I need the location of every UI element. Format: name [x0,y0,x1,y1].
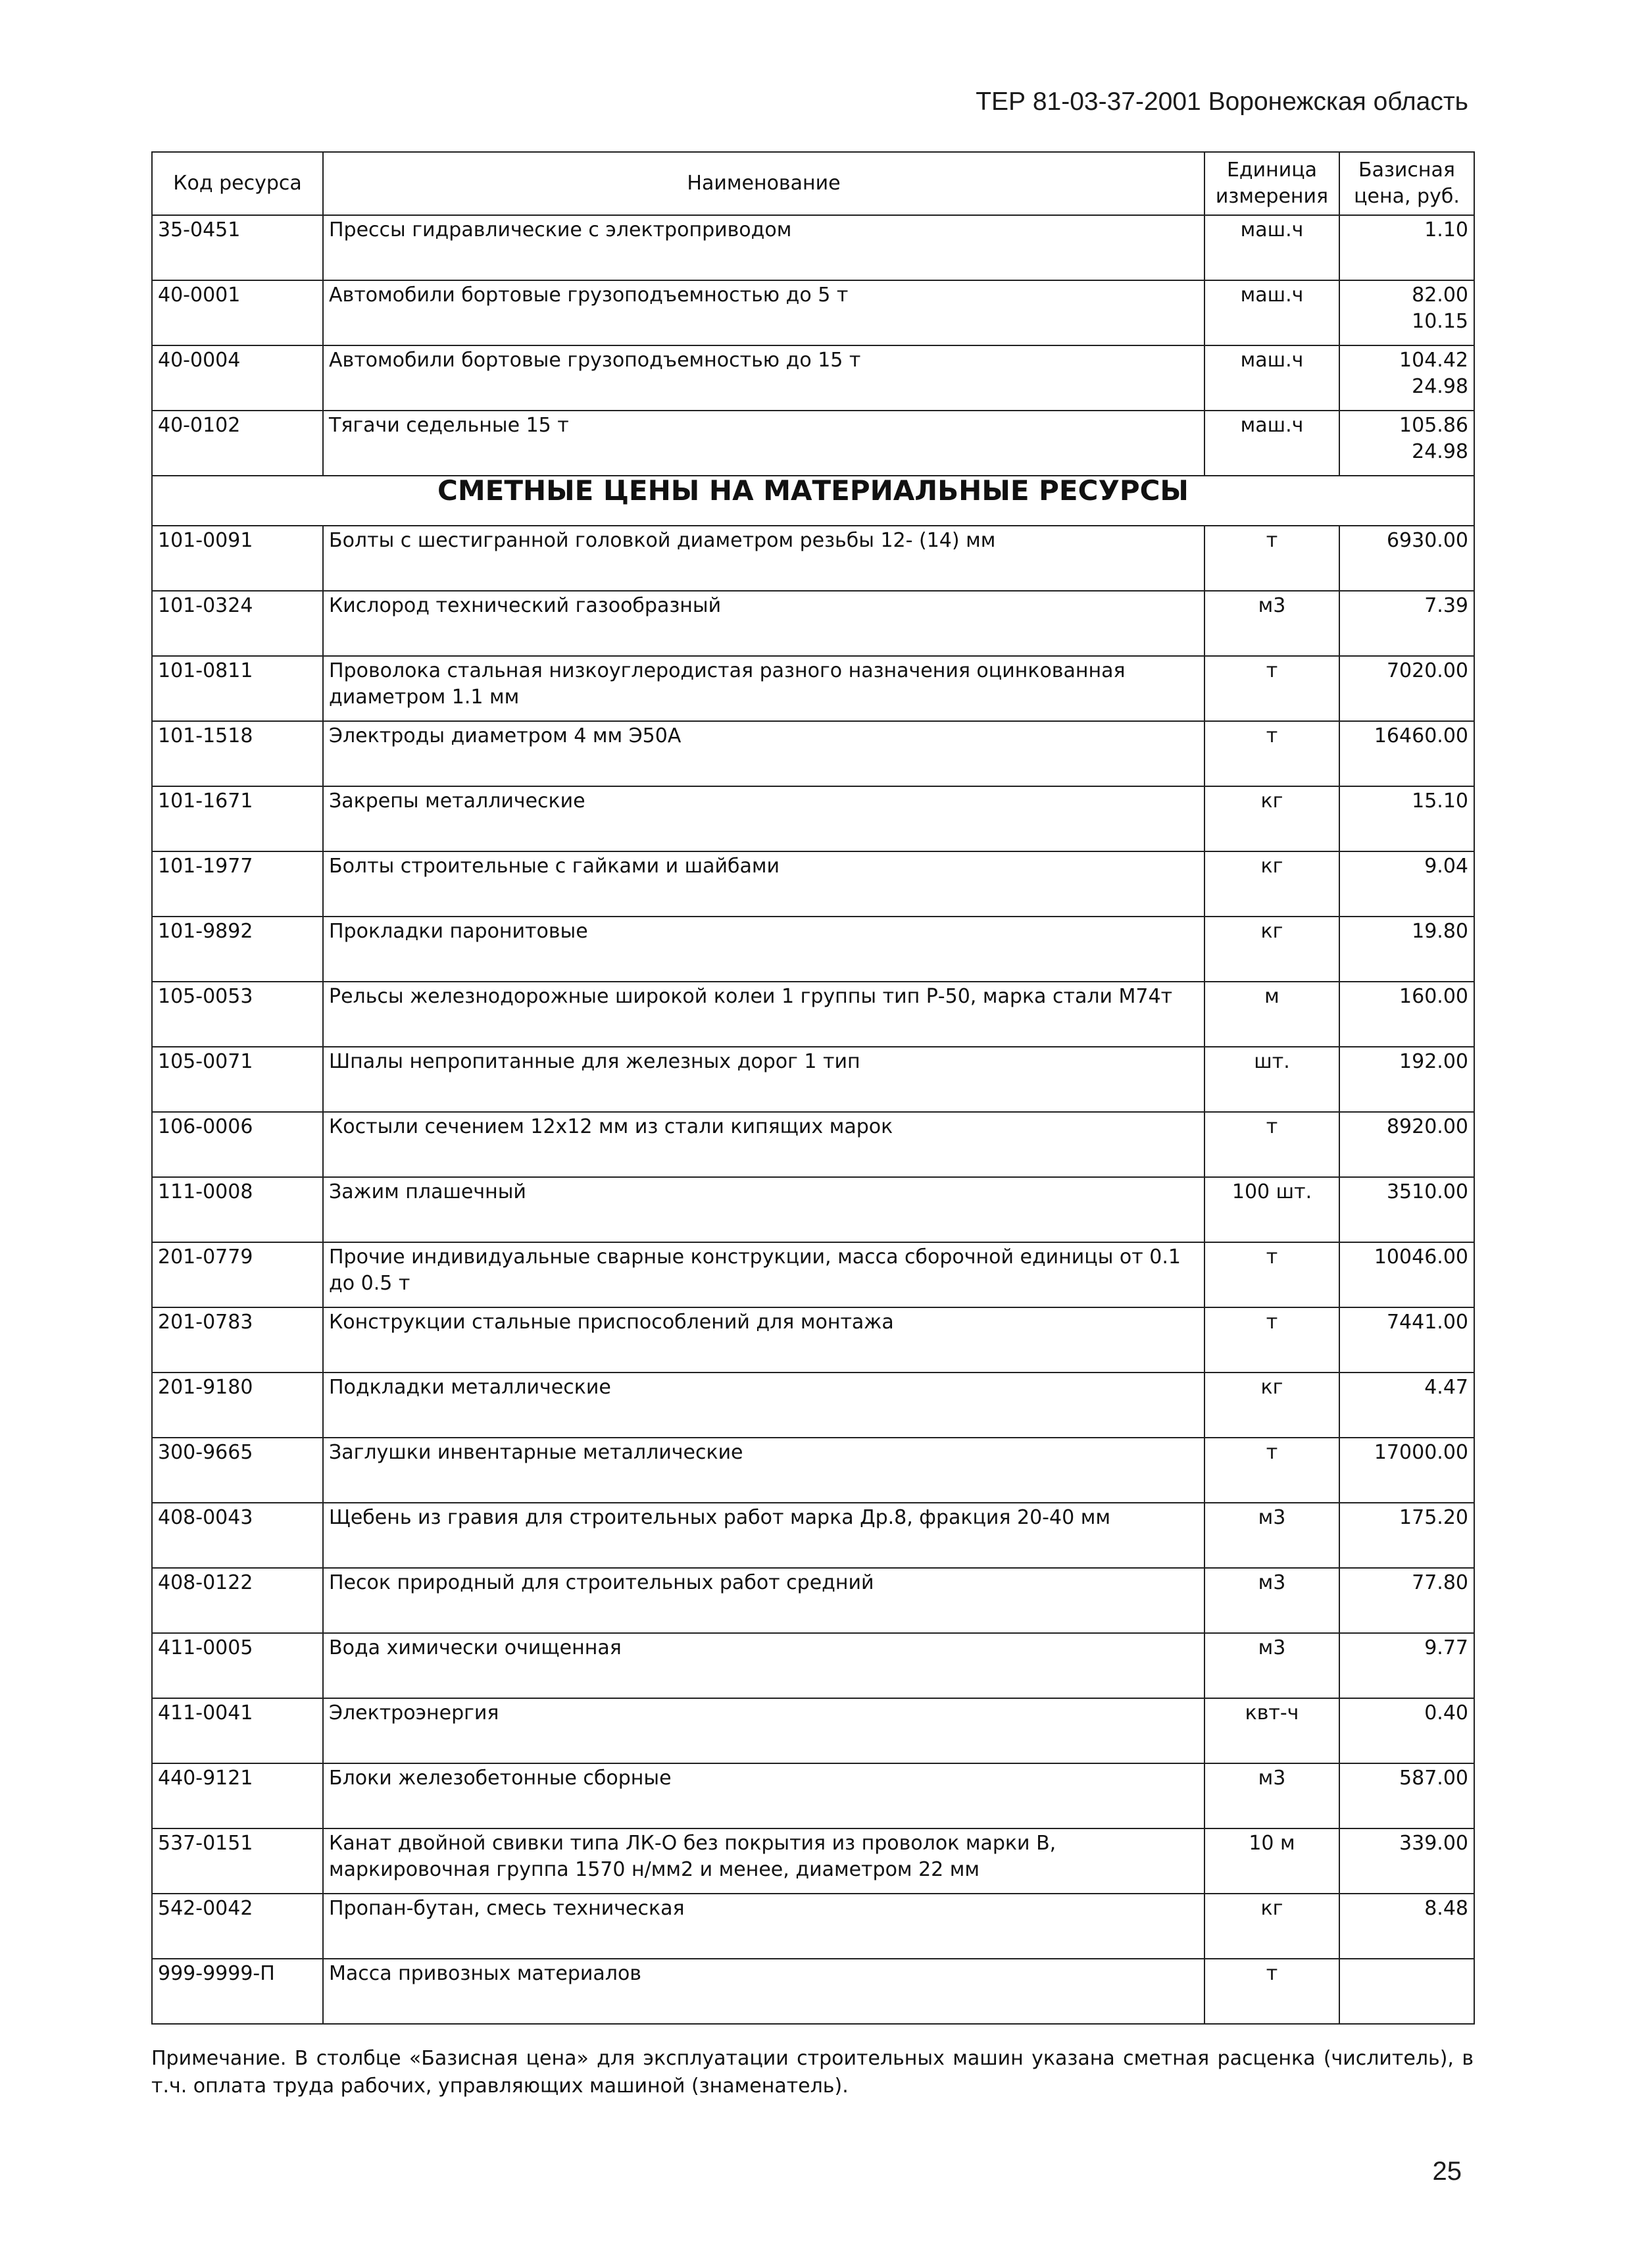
resource-price: 192.00 [1339,1047,1474,1112]
material-rows [152,526,1474,2024]
price-denominator: 24.98 [1412,440,1468,463]
resource-name: Песок природный для строительных работ средний [323,1568,1204,1633]
resource-code: 101-0811 [152,656,323,721]
resource-name: Болты строительные с гайками и шайбами [323,851,1204,917]
resource-price: 10046.00 [1339,1242,1474,1307]
resource-unit: кг [1204,851,1339,917]
table-row [152,1503,1474,1568]
table-row [152,1568,1474,1633]
resource-name: Тягачи седельные 15 т [323,411,1204,476]
resource-unit: 10 м [1204,1828,1339,1894]
table-row [152,982,1474,1047]
table-row [152,1894,1474,1959]
table-row [152,1959,1474,2024]
resource-unit: 100 шт. [1204,1177,1339,1242]
resource-code: 411-0041 [152,1698,323,1763]
table-row [152,345,1474,411]
resource-name: Рельсы железнодорожные широкой колеи 1 группы тип Р-50, марка стали М74т [323,982,1204,1047]
section-title: СМЕТНЫЕ ЦЕНЫ НА МАТЕРИАЛЬНЫЕ РЕСУРСЫ [152,476,1474,526]
column-header-code: Код ресурса [152,152,323,215]
table-row [152,656,1474,721]
resource-price: 175.20 [1339,1503,1474,1568]
resource-code: 101-1977 [152,851,323,917]
resource-code: 105-0071 [152,1047,323,1112]
resource-price [1339,1959,1474,2024]
resource-name: Прочие индивидуальные сварные конструкции, масса сборочной единицы от 0.1 до 0.5 т [323,1242,1204,1307]
resource-unit: т [1204,526,1339,591]
resource-name: Кислород технический газообразный [323,591,1204,656]
resource-name: Пропан-бутан, смесь техническая [323,1894,1204,1959]
resource-name: Костыли сечением 12х12 мм из стали кипящих марок [323,1112,1204,1177]
resource-unit: т [1204,1307,1339,1373]
resource-price: 4.47 [1339,1373,1474,1438]
resource-name: Автомобили бортовые грузоподъемностью до 5 т [323,280,1204,345]
table-row [152,1763,1474,1828]
resource-unit: м3 [1204,1763,1339,1828]
resource-code: 101-9892 [152,917,323,982]
resource-code: 542-0042 [152,1894,323,1959]
resource-price: 7441.00 [1339,1307,1474,1373]
table-row [152,1307,1474,1373]
resource-price: 19.80 [1339,917,1474,982]
resource-name: Конструкции стальные приспособлений для монтажа [323,1307,1204,1373]
resource-name: Закрепы металлические [323,786,1204,851]
resource-price: 7.39 [1339,591,1474,656]
price-numerator: 82.00 [1412,284,1468,307]
resource-name: Зажим плашечный [323,1177,1204,1242]
document-header-title: ТЕР 81-03-37-2001 Воронежская область [976,88,1468,116]
resource-price: 15.10 [1339,786,1474,851]
resource-unit: т [1204,656,1339,721]
resource-unit: кг [1204,1894,1339,1959]
resource-code: 408-0122 [152,1568,323,1633]
resource-code: 201-0779 [152,1242,323,1307]
column-header-name: Наименование [323,152,1204,215]
table-row [152,411,1474,476]
resource-code: 111-0008 [152,1177,323,1242]
price-denominator: 10.15 [1412,310,1468,333]
resource-unit: маш.ч [1204,411,1339,476]
table-row [152,280,1474,345]
price-numerator: 105.86 [1399,414,1468,437]
resource-code: 40-0001 [152,280,323,345]
resource-name: Подкладки металлические [323,1373,1204,1438]
resource-name: Электроэнергия [323,1698,1204,1763]
resource-code: 101-1671 [152,786,323,851]
resource-code: 101-0324 [152,591,323,656]
resource-name: Болты с шестигранной головкой диаметром резьбы 12- (14) мм [323,526,1204,591]
resource-name: Заглушки инвентарные металлические [323,1438,1204,1503]
resource-code: 35-0451 [152,215,323,280]
table-row [152,1633,1474,1698]
resource-unit: т [1204,721,1339,786]
resource-price: 9.04 [1339,851,1474,917]
resource-name: Вода химически очищенная [323,1633,1204,1698]
resource-price: 17000.00 [1339,1438,1474,1503]
resource-unit: т [1204,1112,1339,1177]
table-row [152,851,1474,917]
resource-name: Шпалы непропитанные для железных дорог 1 тип [323,1047,1204,1112]
table-row [152,917,1474,982]
resource-price: 77.80 [1339,1568,1474,1633]
resource-unit: м3 [1204,591,1339,656]
resource-unit: м [1204,982,1339,1047]
table-row [152,591,1474,656]
resource-unit: м3 [1204,1503,1339,1568]
resource-price [1339,280,1474,345]
resource-code: 201-9180 [152,1373,323,1438]
resource-unit: кг [1204,786,1339,851]
resource-code: 440-9121 [152,1763,323,1828]
table-row [152,1112,1474,1177]
resource-unit: м3 [1204,1568,1339,1633]
resource-unit: т [1204,1438,1339,1503]
resource-unit: кг [1204,1373,1339,1438]
resource-code: 537-0151 [152,1828,323,1894]
price-denominator: 24.98 [1412,375,1468,398]
resource-name: Автомобили бортовые грузоподъемностью до 15 т [323,345,1204,411]
resource-code: 101-0091 [152,526,323,591]
resource-price [1339,345,1474,411]
resource-unit: кг [1204,917,1339,982]
resource-unit: маш.ч [1204,280,1339,345]
section-heading-body [152,476,1474,526]
table-row [152,1438,1474,1503]
resource-unit: шт. [1204,1047,1339,1112]
table-row [152,1177,1474,1242]
resource-name: Блоки железобетонные сборные [323,1763,1204,1828]
resource-code: 40-0102 [152,411,323,476]
resource-name: Прессы гидравлические с электроприводом [323,215,1204,280]
resource-unit: маш.ч [1204,345,1339,411]
resource-code: 106-0006 [152,1112,323,1177]
resource-price: 6930.00 [1339,526,1474,591]
column-header-price: Базисная цена, руб. [1339,152,1474,215]
resource-price: 8.48 [1339,1894,1474,1959]
resource-unit: маш.ч [1204,215,1339,280]
table-row [152,1698,1474,1763]
resource-name: Щебень из гравия для строительных работ марка Др.8, фракция 20-40 мм [323,1503,1204,1568]
resource-code: 408-0043 [152,1503,323,1568]
resource-code: 105-0053 [152,982,323,1047]
resource-name: Прокладки паронитовые [323,917,1204,982]
table-row [152,1242,1474,1307]
table-row [152,1373,1474,1438]
resource-code: 201-0783 [152,1307,323,1373]
resource-price [1339,215,1474,280]
resource-price-table [151,151,1475,2025]
table-row [152,215,1474,280]
resource-unit: м3 [1204,1633,1339,1698]
table-row [152,721,1474,786]
resource-code: 999-9999-П [152,1959,323,2024]
resource-price: 16460.00 [1339,721,1474,786]
resource-price: 587.00 [1339,1763,1474,1828]
resource-price: 7020.00 [1339,656,1474,721]
resource-price: 8920.00 [1339,1112,1474,1177]
resource-code: 40-0004 [152,345,323,411]
table-row [152,1828,1474,1894]
table-row [152,526,1474,591]
price-numerator: 1.10 [1424,218,1468,241]
machine-rows [152,215,1474,476]
resource-price: 9.77 [1339,1633,1474,1698]
table-header-row [152,152,1474,215]
resource-name: Электроды диаметром 4 мм Э50А [323,721,1204,786]
resource-price [1339,411,1474,476]
resource-price: 160.00 [1339,982,1474,1047]
resource-code: 101-1518 [152,721,323,786]
resource-price: 339.00 [1339,1828,1474,1894]
resource-name: Проволока стальная низкоуглеродистая разного назначения оцинкованная диаметром 1.1 мм [323,656,1204,721]
resource-unit: т [1204,1242,1339,1307]
table-row [152,786,1474,851]
page-number: 25 [1432,2157,1462,2186]
column-header-unit: Единица измерения [1204,152,1339,215]
resource-price: 0.40 [1339,1698,1474,1763]
price-numerator: 104.42 [1399,349,1468,372]
table-row [152,1047,1474,1112]
resource-code: 411-0005 [152,1633,323,1698]
section-heading-row [152,476,1474,526]
resource-name: Канат двойной свивки типа ЛК-О без покрытия из проволок марки В, маркировочная группа 1570 н/мм2 и менее, диаметром 22 мм [323,1828,1204,1894]
resource-price: 3510.00 [1339,1177,1474,1242]
footnote: Примечание. В столбце «Базисная цена» для эксплуатации строительных машин указана сметная расценка (числитель), в т.ч. оплата труда рабочих, управляющих машиной (знаменатель). [151,2047,1474,2098]
resource-unit: т [1204,1959,1339,2024]
resource-name: Масса привозных материалов [323,1959,1204,2024]
resource-code: 300-9665 [152,1438,323,1503]
resource-unit: квт-ч [1204,1698,1339,1763]
